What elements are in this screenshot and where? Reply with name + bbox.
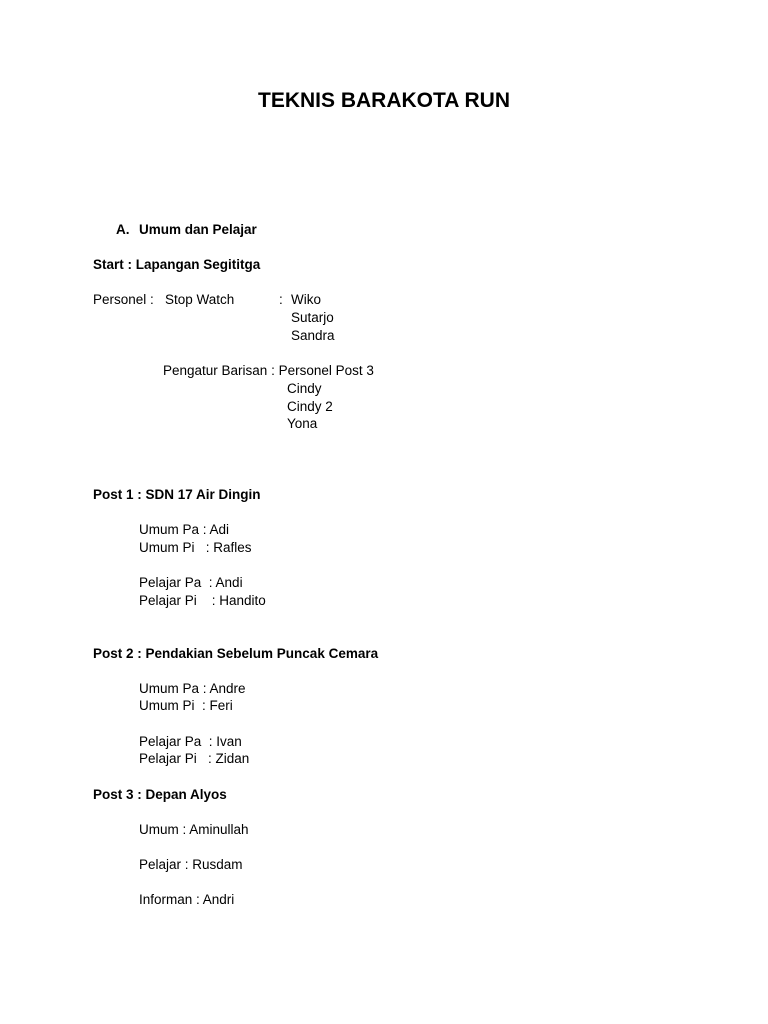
pengatur-barisan-line: Pengatur Barisan : Personel Post 3 <box>163 363 374 378</box>
post2-umum-pa: Umum Pa : Andre <box>139 681 246 696</box>
stopwatch-name: Sutarjo <box>291 310 334 325</box>
stopwatch-colon: : <box>279 292 283 307</box>
post3-heading: Post 3 : Depan Alyos <box>93 787 227 802</box>
post1-heading: Post 1 : SDN 17 Air Dingin <box>93 487 261 502</box>
post2-pelajar-pi: Pelajar Pi : Zidan <box>139 751 250 766</box>
start-heading: Start : Lapangan Segititga <box>93 257 261 272</box>
post3-informan: Informan : Andri <box>139 892 235 907</box>
post3-umum: Umum : Aminullah <box>139 822 249 837</box>
pengatur-name: Cindy 2 <box>287 399 333 414</box>
pengatur-name: Yona <box>287 416 318 431</box>
section-marker: A. <box>116 222 130 237</box>
post1-umum-pa: Umum Pa : Adi <box>139 522 230 537</box>
post2-heading: Post 2 : Pendakian Sebelum Puncak Cemara <box>93 646 379 661</box>
personel-label: Personel : <box>93 292 154 307</box>
post3-pelajar: Pelajar : Rusdam <box>139 857 243 872</box>
pengatur-name: Cindy <box>287 381 322 396</box>
stopwatch-name: Sandra <box>291 328 335 343</box>
stopwatch-name: Wiko <box>291 292 321 307</box>
post1-pelajar-pa: Pelajar Pa : Andi <box>139 575 243 590</box>
section-heading: Umum dan Pelajar <box>139 222 257 237</box>
page-title: TEKNIS BARAKOTA RUN <box>258 89 510 112</box>
post2-umum-pi: Umum Pi : Feri <box>139 698 233 713</box>
post1-pelajar-pi: Pelajar Pi : Handito <box>139 593 266 608</box>
post1-umum-pi: Umum Pi : Rafles <box>139 540 252 555</box>
stopwatch-label: Stop Watch <box>165 292 235 307</box>
post2-pelajar-pa: Pelajar Pa : Ivan <box>139 734 242 749</box>
